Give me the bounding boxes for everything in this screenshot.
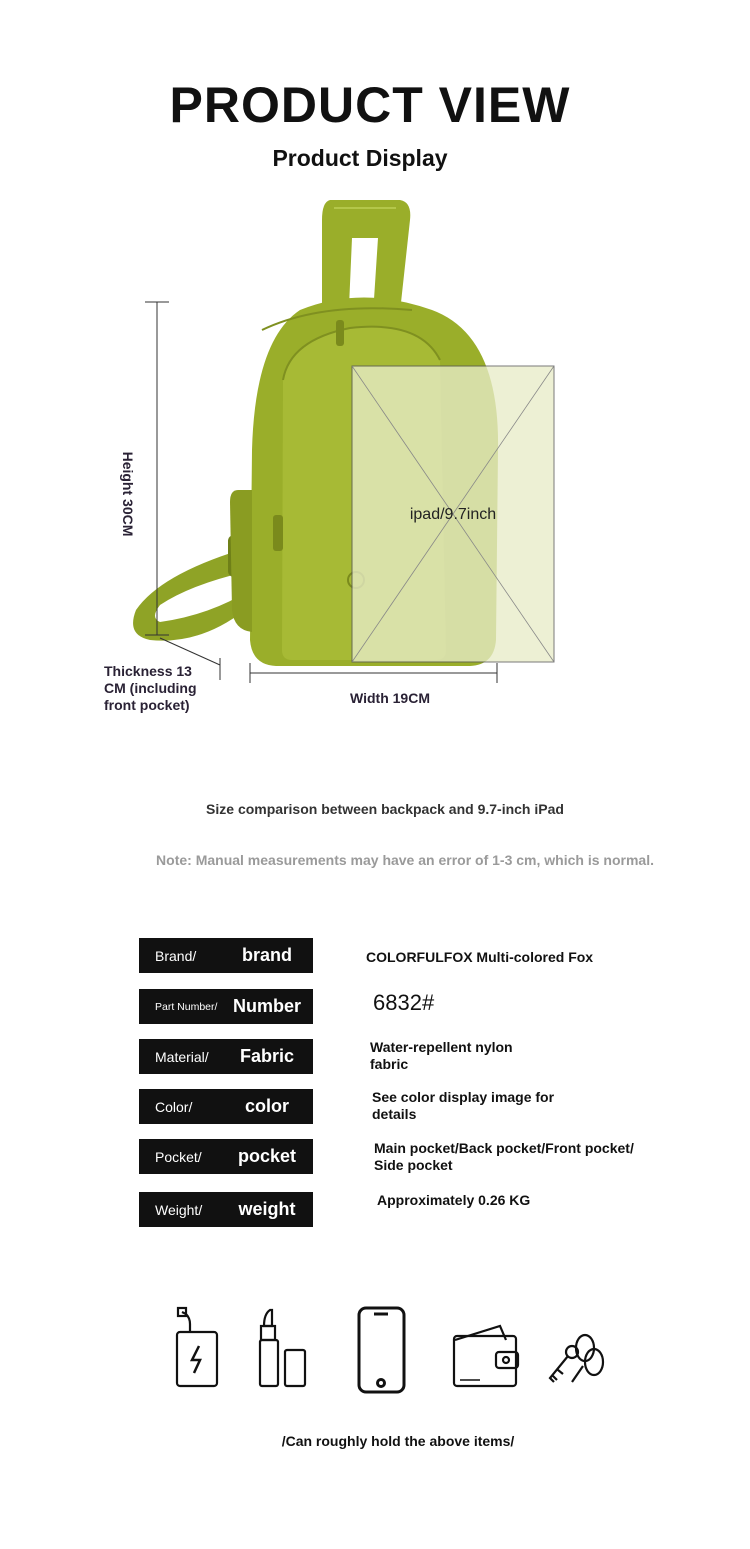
- lipstick-icon: [260, 1310, 305, 1386]
- spec-value-weight: Approximately 0.26 KG: [377, 1192, 531, 1208]
- width-dimension-label: Width 19CM: [350, 690, 430, 706]
- spec-label-big: pocket: [237, 1146, 297, 1166]
- spec-label-small: Part Number/: [155, 1000, 218, 1013]
- spec-label-small: Material/: [155, 1048, 209, 1065]
- spec-label-number: [139, 989, 313, 1024]
- spec-label-big: weight: [238, 1199, 296, 1219]
- ipad-size-label: ipad/9.7inch: [409, 506, 497, 523]
- spec-label-brand: [139, 938, 313, 973]
- wallet-icon: [454, 1326, 518, 1386]
- thickness-dimension-label: Thickness 13 CM (including front pocket): [104, 663, 197, 713]
- spec-label-big: Number: [232, 996, 301, 1016]
- power-bank-icon: [177, 1308, 217, 1386]
- comparison-caption: Size comparison between backpack and 9.7-inch iPad: [206, 801, 564, 817]
- spec-label-weight: [139, 1192, 313, 1227]
- spec-value-number: 6832#: [373, 990, 435, 1015]
- keys-icon: [550, 1335, 603, 1382]
- spec-label-small: Brand/: [155, 947, 197, 964]
- spec-label-small: Pocket/: [155, 1148, 202, 1165]
- spec-label-small: Weight/: [155, 1201, 203, 1218]
- spec-value-material: Water-repellent nylon fabric: [370, 1039, 513, 1072]
- measurement-note: Note: Manual measurements may have an error of 1-3 cm, which is normal.: [156, 852, 654, 868]
- items-caption: /Can roughly hold the above items/: [281, 1433, 515, 1449]
- items-icons-row: [160, 1300, 620, 1400]
- spec-value-brand: COLORFULFOX Multi-colored Fox: [366, 949, 594, 965]
- spec-value-pocket: Main pocket/Back pocket/Front pocket/ Side pocket: [374, 1140, 634, 1173]
- spec-label-color: [139, 1089, 313, 1124]
- height-dimension-label: Height 30CM: [120, 451, 136, 537]
- spec-value-color: See color display image for details: [372, 1089, 555, 1122]
- spec-label-big: Fabric: [239, 1046, 295, 1066]
- spec-label-pocket: [139, 1139, 313, 1174]
- page-title: PRODUCT VIEW: [169, 77, 571, 133]
- spec-label-big: brand: [241, 945, 292, 965]
- page-subtitle: Product Display: [272, 145, 448, 171]
- spec-label-material: [139, 1039, 313, 1074]
- phone-icon: [359, 1308, 404, 1392]
- spec-label-big: color: [244, 1096, 289, 1116]
- spec-label-small: Color/: [155, 1098, 193, 1115]
